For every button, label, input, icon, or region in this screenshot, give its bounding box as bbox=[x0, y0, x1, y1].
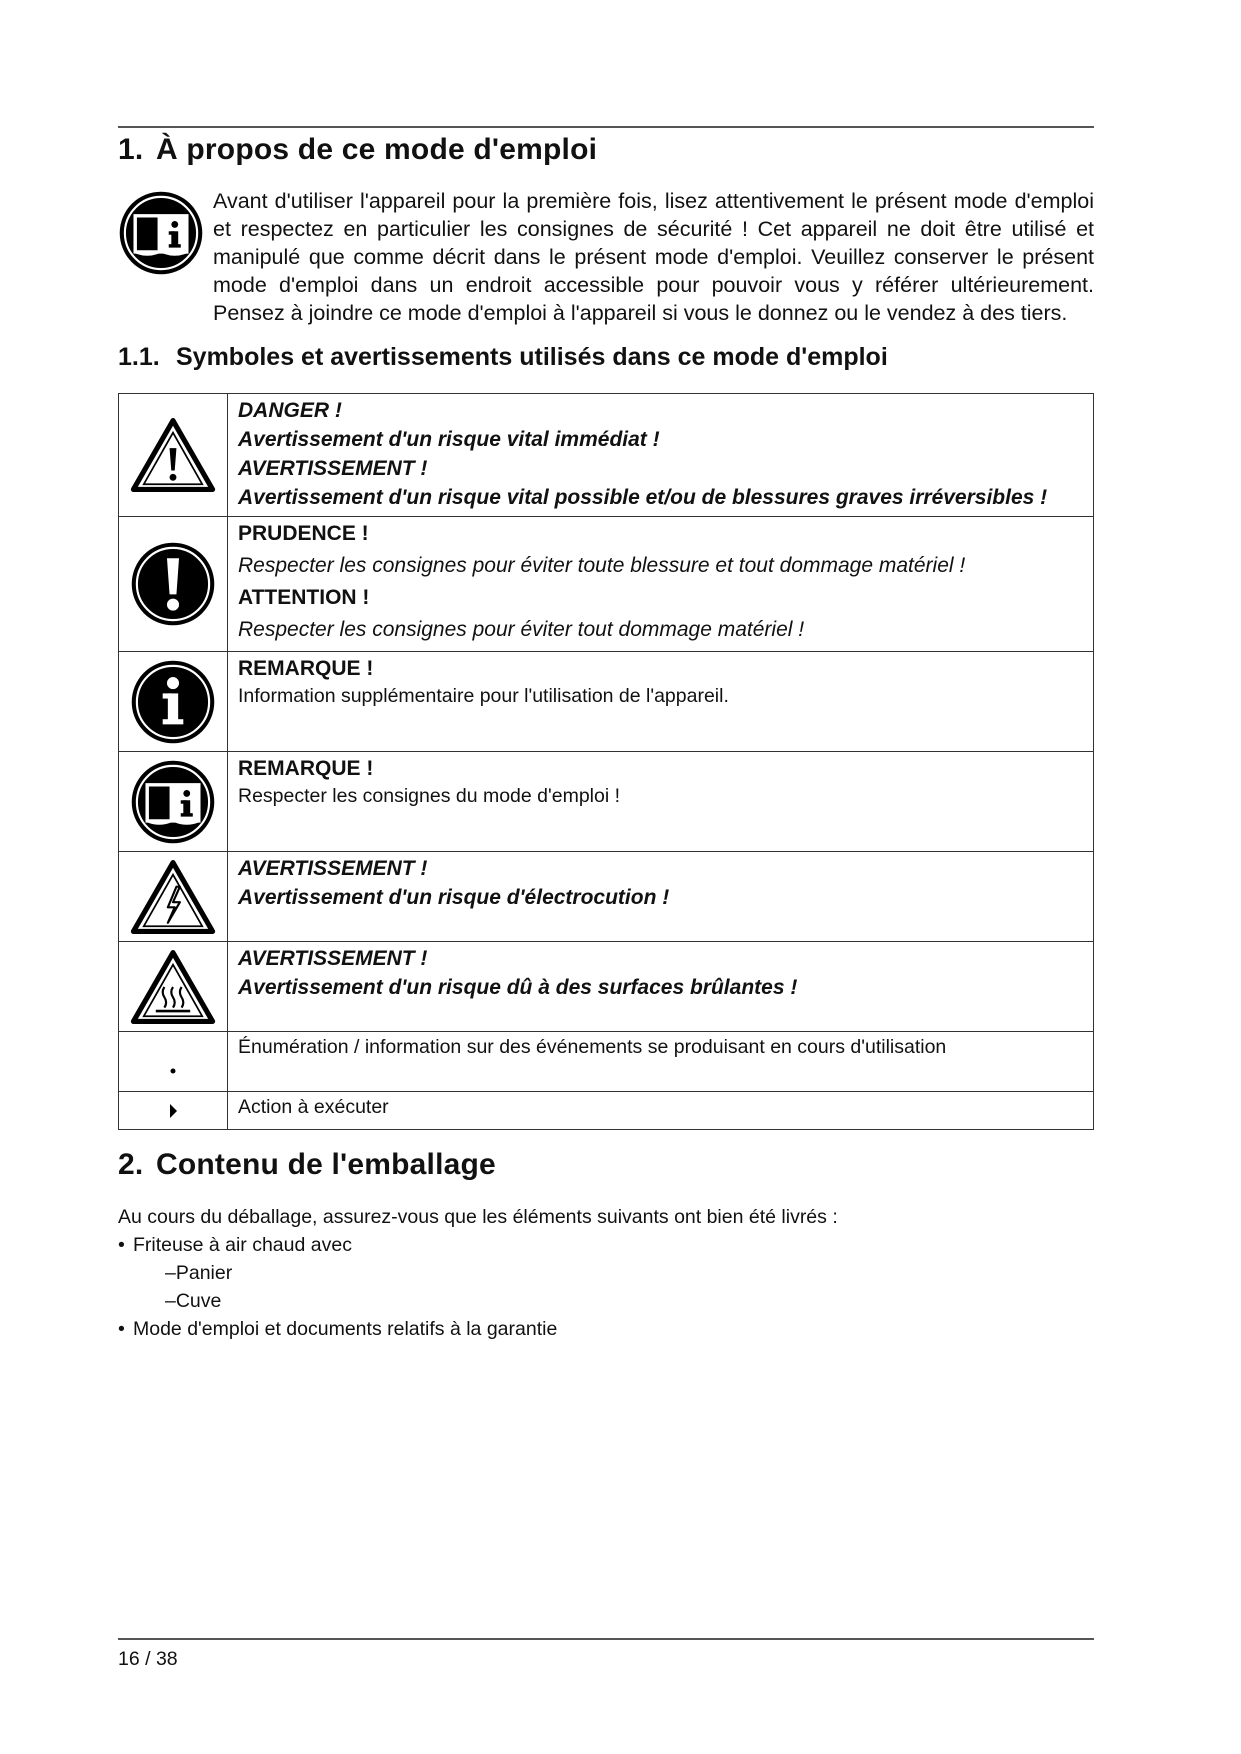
list-item bbox=[118, 1315, 1094, 1343]
icon-cell bbox=[119, 1092, 228, 1130]
list-item-text: Mode d'emploi et documents relatifs à la garantie bbox=[133, 1318, 558, 1340]
text-cell bbox=[228, 517, 1094, 652]
icon-cell bbox=[119, 942, 228, 1032]
table-row bbox=[119, 394, 1094, 517]
text-cell bbox=[228, 942, 1094, 1032]
read-manual-icon bbox=[130, 759, 216, 845]
list-item bbox=[118, 1231, 1094, 1259]
text-cell bbox=[228, 852, 1094, 942]
text-cell bbox=[228, 394, 1094, 517]
page-number: 16 / 38 bbox=[118, 1648, 178, 1670]
section-1-1-title: Symboles et avertissements utilisés dans ce mode d'emploi bbox=[176, 343, 888, 371]
text-cell bbox=[228, 1092, 1094, 1130]
signal-description: Information supplémentaire pour l'utilisation de l'appareil. bbox=[238, 685, 729, 707]
footer-rule bbox=[118, 1638, 1094, 1640]
icon-cell bbox=[119, 1032, 228, 1092]
bullet-icon bbox=[163, 1047, 183, 1077]
text-cell bbox=[228, 1032, 1094, 1092]
section-1-1-heading bbox=[118, 343, 888, 372]
symbols-table bbox=[118, 393, 1094, 1130]
table-row bbox=[119, 1092, 1094, 1130]
section-1-heading bbox=[118, 133, 597, 167]
arrow-right-icon bbox=[163, 1099, 183, 1123]
section-2-title: Contenu de l'emballage bbox=[156, 1148, 496, 1181]
signal-description: Énumération / information sur des événements se produisant en cours d'utilisation bbox=[238, 1036, 947, 1058]
section-1-1-number: 1.1. bbox=[118, 343, 160, 371]
signal-description: Avertissement d'un risque vital possible et/ou de blessures graves irréversibles ! bbox=[238, 486, 1048, 509]
icon-cell bbox=[119, 394, 228, 517]
exclamation-circle-icon bbox=[130, 541, 216, 627]
electric-shock-icon bbox=[130, 859, 216, 935]
signal-word: AVERTISSEMENT ! bbox=[238, 857, 428, 880]
text-cell bbox=[228, 752, 1094, 852]
section-1-title: À propos de ce mode d'emploi bbox=[156, 133, 598, 166]
hot-surface-icon bbox=[130, 949, 216, 1025]
icon-cell bbox=[119, 652, 228, 752]
warning-triangle-icon bbox=[130, 417, 216, 493]
header-rule bbox=[118, 126, 1094, 128]
signal-word: ATTENTION ! bbox=[238, 586, 370, 609]
signal-description: Respecter les consignes du mode d'emploi ! bbox=[238, 785, 621, 807]
intro-paragraph: Avant d'utiliser l'appareil pour la première fois, lisez attentivement le présent mode d'emploi et respectez en particulier les consignes de sécurité ! Cet appareil ne doit être utilisé et manipulé que comme décrit dans le présent mode d'emploi. Veuillez conserver le présent mode d'emploi dans un endroit accessible pour pouvoir vous y référer ultérieurement. Pensez à joindre ce mode d'emploi à l'appareil si vous le donnez ou le vendez à des tiers. bbox=[213, 189, 1094, 325]
section-2-intro: Au cours du déballage, assurez-vous que les éléments suivants ont bien été livrés : bbox=[118, 1206, 838, 1228]
list-item-text: Friteuse à air chaud avec bbox=[133, 1234, 352, 1256]
signal-description: Action à exécuter bbox=[238, 1096, 389, 1118]
package-contents-list bbox=[118, 1231, 1094, 1343]
icon-cell bbox=[119, 752, 228, 852]
signal-word: AVERTISSEMENT ! bbox=[238, 947, 428, 970]
section-2-number: 2. bbox=[118, 1148, 144, 1181]
signal-word: DANGER ! bbox=[238, 399, 342, 422]
sub-list-item: –Cuve bbox=[165, 1290, 222, 1312]
section-1-number: 1. bbox=[118, 133, 144, 166]
signal-word: PRUDENCE ! bbox=[238, 522, 369, 545]
signal-word: REMARQUE ! bbox=[238, 657, 374, 680]
signal-word: REMARQUE ! bbox=[238, 757, 374, 780]
table-row bbox=[119, 652, 1094, 752]
signal-description: Avertissement d'un risque d'électrocution ! bbox=[238, 886, 670, 909]
icon-cell bbox=[119, 852, 228, 942]
text-cell bbox=[228, 652, 1094, 752]
table-row bbox=[119, 517, 1094, 652]
bullet-icon: • bbox=[118, 1318, 125, 1340]
table-row bbox=[119, 942, 1094, 1032]
signal-description: Avertissement d'un risque dû à des surfaces brûlantes ! bbox=[238, 976, 798, 999]
bullet-icon: • bbox=[118, 1234, 125, 1256]
table-row bbox=[119, 752, 1094, 852]
read-manual-icon bbox=[118, 190, 204, 276]
signal-description: Avertissement d'un risque vital immédiat ! bbox=[238, 428, 660, 451]
signal-description: Respecter les consignes pour éviter toute blessure et tout dommage matériel ! bbox=[238, 554, 966, 577]
table-row bbox=[119, 1032, 1094, 1092]
table-row bbox=[119, 852, 1094, 942]
signal-word: AVERTISSEMENT ! bbox=[238, 457, 428, 480]
sub-list-item: –Panier bbox=[165, 1262, 233, 1284]
signal-description: Respecter les consignes pour éviter tout dommage matériel ! bbox=[238, 618, 805, 641]
section-2-heading bbox=[118, 1148, 496, 1182]
icon-cell bbox=[119, 517, 228, 652]
info-circle-icon bbox=[130, 659, 216, 745]
